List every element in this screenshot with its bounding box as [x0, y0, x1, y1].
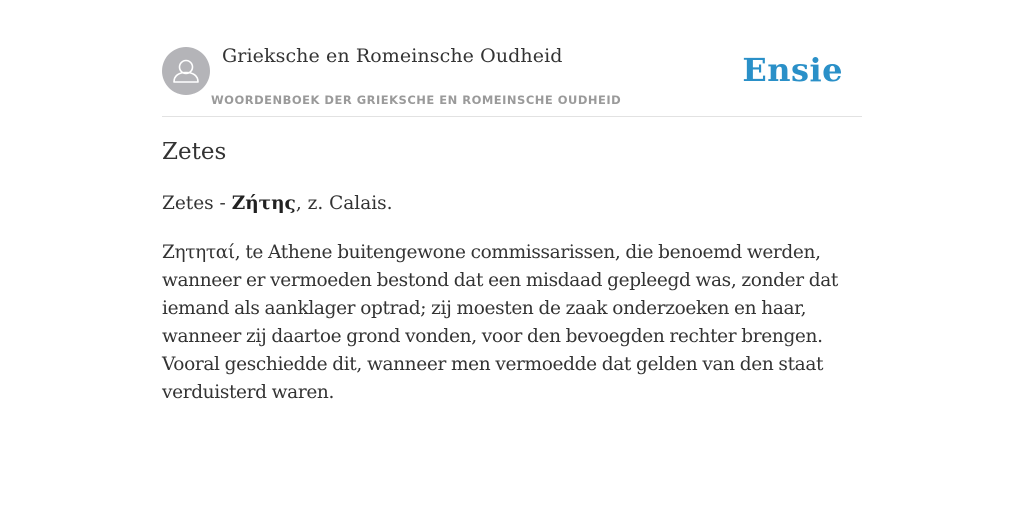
- entry-title: Zetes: [162, 139, 227, 165]
- user-avatar-icon[interactable]: [162, 47, 210, 95]
- page-header: [162, 40, 862, 117]
- entry-reference-suffix: , z. Calais.: [295, 193, 393, 214]
- entry-reference-line: [162, 193, 393, 214]
- dictionary-subtitle: WOORDENBOEK DER GRIEKSCHE EN ROMEINSCHE OUDHEID: [211, 93, 622, 107]
- entry-greek-term: Ζήτης: [231, 193, 296, 214]
- user-icon: [162, 47, 210, 95]
- entry-reference-prefix: Zetes -: [162, 193, 232, 214]
- entry-definition: Ζητηταί, te Athene buitengewone commissarissen, die benoemd werden, wanneer er vermoeden bestond dat een misdaad gepleegd was, zonder dat iemand als aanklager optrad; zij moesten de zaak onderzoeken en haar, wanneer zij daartoe grond vonden, voor den bevoegden rechter brengen. Vooral geschiedde dit, wanneer men vermoedde dat gelden van den staat verduisterd waren.: [162, 242, 839, 403]
- ensie-logo-link[interactable]: Ensie: [742, 51, 843, 89]
- dictionary-title-link[interactable]: Grieksche en Romeinsche Oudheid: [222, 45, 563, 67]
